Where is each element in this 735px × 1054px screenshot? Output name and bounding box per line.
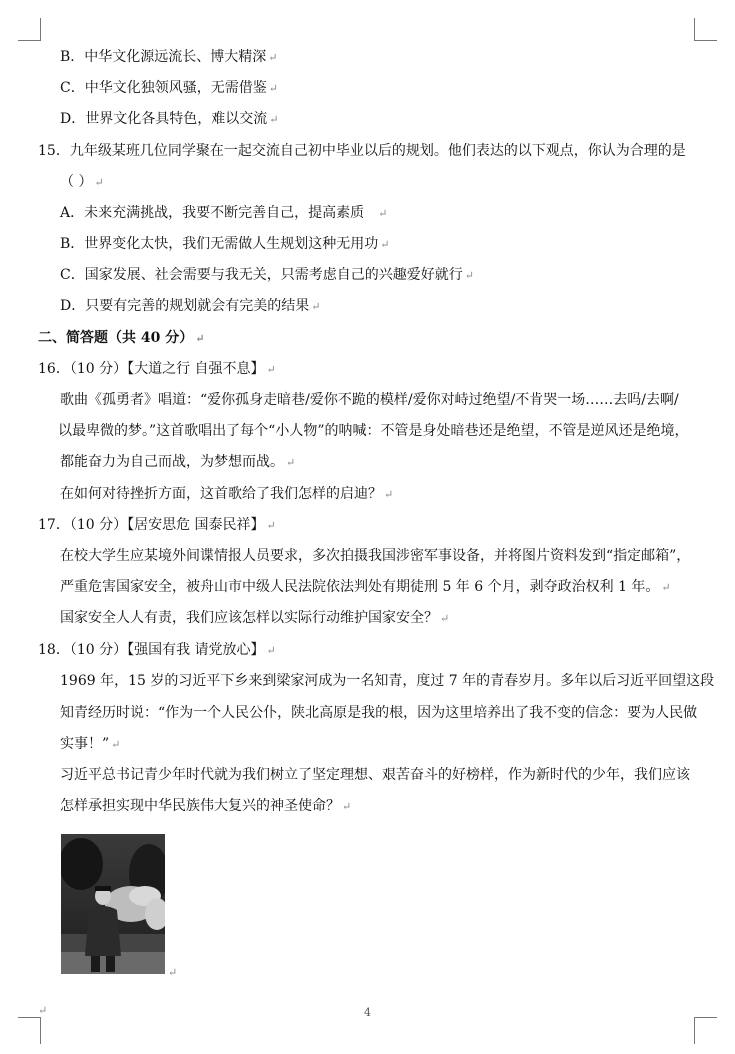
q15-option-a: A．未来充满挑战，我要不断完善自己，提高素质 ↵ <box>60 205 388 221</box>
q16-heading: 16．（10 分）【大道之行 自强不息】 ↵ <box>38 361 276 377</box>
photo-paragraph-mark: ↵ <box>168 966 178 979</box>
q15-option-c: C．国家发展、社会需要与我无关，只需考虑自己的兴趣爱好就行 ↵ <box>60 267 474 283</box>
q18-question: 怎样承担实现中华民族伟大复兴的神圣使命？ ↵ <box>60 798 352 814</box>
q18-text-line: 实事！” ↵ <box>60 736 121 752</box>
q17-heading: 17．（10 分）【居安思危 国泰民祥】 ↵ <box>38 517 276 533</box>
q16-text-line: 以最卑微的梦。”这首歌唱出了每个“小人物”的呐喊：不管是身处暗巷还是绝望，不管是逆风还是绝境， <box>58 423 689 439</box>
q18-text-line: 知青经历时说：“作为一个人民公仆，陕北高原是我的根，因为这里培养出了我不变的信念：要为人民做 <box>60 705 698 721</box>
q17-text-line: 在校大学生应某境外间谍情报人员要求，多次拍摄我国涉密军事设备，并将图片资料发到“指定邮箱”， <box>60 548 691 564</box>
q15-stem: 15．九年级某班几位同学聚在一起交流自己初中毕业以后的规划。他们表达的以下观点，你认为合理的是 <box>38 143 686 159</box>
q15-option-d: D．只要有完善的规划就会有完美的结果 ↵ <box>60 298 321 314</box>
q18-text-line: 习近平总书记青少年时代就为我们树立了坚定理想、艰苦奋斗的好榜样，作为新时代的少年，我们应该 <box>60 767 690 783</box>
q18-text-line: 1969 年，15 岁的习近平下乡来到梁家河成为一名知青，度过 7 年的青春岁月。多年以后习近平回望这段 <box>60 673 715 689</box>
crop-mark-top-left <box>18 18 41 41</box>
page-number: 4 <box>364 1006 371 1019</box>
q15-option-b: B．世界变化太快，我们无需做人生规划这种无用功 ↵ <box>60 236 390 252</box>
q17-question: 国家安全人人有责，我们应该怎样以实际行动维护国家安全？ ↵ <box>60 610 450 626</box>
q16-text-line: 歌曲《孤勇者》唱道：“爱你孤身走暗巷/爱你不跪的模样/爱你对峙过绝望/不肯哭一场……去吗/去啊/ <box>60 392 679 408</box>
crop-mark-bottom-left <box>18 1017 41 1044</box>
historical-photo <box>61 834 165 974</box>
q16-question: 在如何对待挫折方面，这首歌给了我们怎样的启迪？ ↵ <box>60 486 394 502</box>
photo-illustration <box>61 834 165 974</box>
q15-blank: （ ） ↵ <box>60 174 104 190</box>
q14-option-d: D．世界文化各具特色，难以交流 ↵ <box>60 111 279 127</box>
q16-text-line: 都能奋力为自己而战，为梦想而战。 ↵ <box>60 454 296 470</box>
q18-heading: 18．（10 分）【强国有我 请党放心】 ↵ <box>38 642 276 658</box>
q14-option-b: B．中华文化源远流长、博大精深 ↵ <box>60 49 278 65</box>
q17-text-line: 严重危害国家安全，被舟山市中级人民法院依法判处有期徒刑 5 年 6 个月，剥夺政治权利 1 年。 ↵ <box>60 579 671 595</box>
section-title: 二、简答题（共 40 分） ↵ <box>38 330 205 346</box>
end-paragraph-mark: ↵ <box>38 1004 48 1017</box>
crop-mark-bottom-right <box>694 1017 717 1044</box>
q14-option-c: C．中华文化独领风骚，无需借鉴 ↵ <box>60 80 278 96</box>
crop-mark-top-right <box>694 18 717 41</box>
